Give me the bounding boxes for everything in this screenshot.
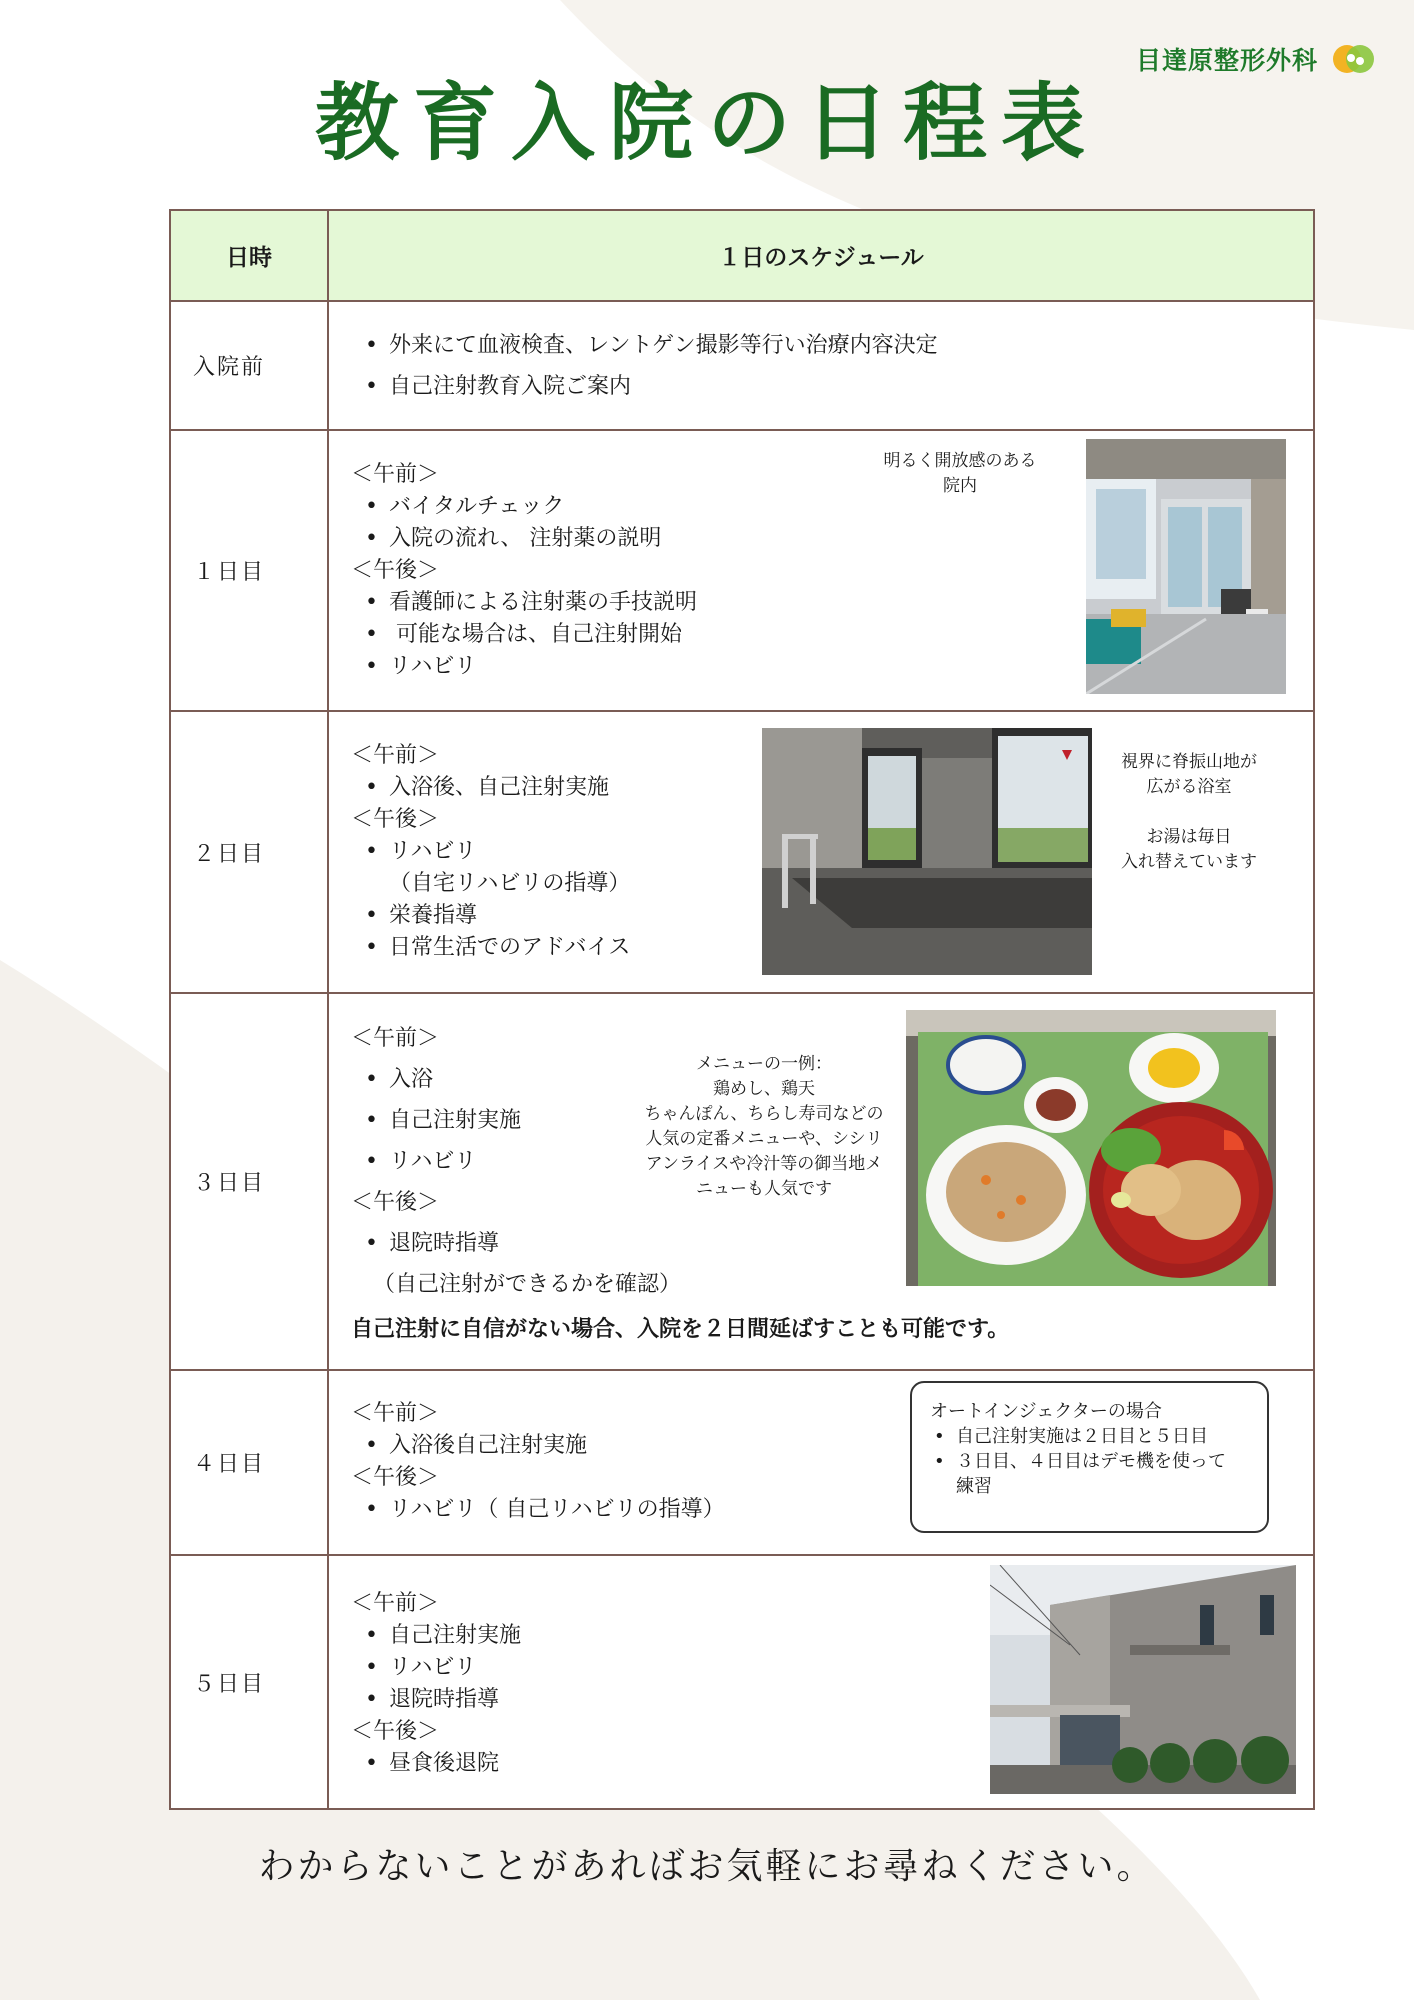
list-item: • 入院の流れ、 注射薬の説明 <box>351 523 697 555</box>
schedule-cell <box>328 301 1314 430</box>
caption-line: ちゃんぽん、ちらし寿司などの <box>644 1104 884 1124</box>
row-day-4 <box>170 1370 1314 1555</box>
row-day-5 <box>170 1555 1314 1809</box>
row-before-admission <box>170 301 1314 430</box>
table-header-row <box>170 210 1314 301</box>
list-item-note: （自宅リハビリの指導） <box>389 871 631 896</box>
session-label: ＜午後＞ <box>351 558 440 583</box>
list-item: • リハビリ（ 自己リハビリの指導） <box>351 1494 725 1526</box>
lobby-photo <box>1086 439 1286 694</box>
session-label: ＜午前＞ <box>351 743 440 768</box>
day-label: ５日目 <box>170 1555 328 1809</box>
list-item: • 自己注射実施 <box>351 1620 521 1652</box>
list-item: • 自己注射教育入院ご案内 <box>351 366 1313 407</box>
exterior-photo <box>990 1565 1296 1794</box>
session-label: ＜午前＞ <box>351 1591 440 1616</box>
row-day-1 <box>170 430 1314 711</box>
list-item: • リハビリ <box>351 836 630 868</box>
list-item: • 昼食後退院 <box>351 1748 521 1780</box>
header-schedule: １日のスケジュール <box>328 210 1314 301</box>
schedule-list <box>329 459 697 683</box>
list-item: • 退院時指導 <box>351 1684 521 1716</box>
row-day-2 <box>170 711 1314 993</box>
caption-line: ニューも人気です <box>696 1179 832 1199</box>
schedule-list <box>329 1398 725 1526</box>
schedule-list <box>329 1588 521 1780</box>
bath-caption <box>1104 750 1274 875</box>
day-label: ４日目 <box>170 1370 328 1555</box>
list-item: • 外来にて血液検査、レントゲン撮影等行い治療内容決定 <box>351 325 1313 366</box>
extension-note: 自己注射に自信がない場合、入院を２日間延ばすことも可能です。 <box>351 1317 1010 1342</box>
schedule-cell <box>328 1370 1314 1555</box>
auto-injector-item: • 自己注射実施は２日目と５日目 <box>930 1424 1249 1449</box>
session-label: ＜午前＞ <box>351 462 440 487</box>
day-label: １日目 <box>170 430 328 711</box>
header-day: 日時 <box>170 210 328 301</box>
list-item: • バイタルチェック <box>351 491 697 523</box>
session-label: ＜午後＞ <box>351 807 440 832</box>
caption-line: 視界に脊振山地が <box>1121 752 1257 772</box>
caption-line: 院内 <box>943 476 977 496</box>
session-label: ＜午前＞ <box>351 1401 440 1426</box>
auto-injector-title: オートインジェクターの場合 <box>930 1401 1162 1422</box>
schedule-cell <box>328 1555 1314 1809</box>
caption-line: 入れ替えています <box>1121 852 1257 872</box>
list-item: • 可能な場合は、自己注射開始 <box>351 619 697 651</box>
day-label: ２日目 <box>170 711 328 993</box>
list-item: • 入浴後自己注射実施 <box>351 1430 725 1462</box>
list-item: • 看護師による注射薬の手技説明 <box>351 587 697 619</box>
page-title: 教育入院の日程表 <box>314 74 1099 172</box>
caption-spacer <box>1104 800 1274 825</box>
meal-caption <box>629 1052 899 1202</box>
list-item-note: （自己注射ができるかを確認） <box>373 1272 682 1297</box>
caption-line: アンライスや冷汁等の御当地メ <box>645 1154 883 1174</box>
list-item: • 日常生活でのアドバイス <box>351 932 630 964</box>
session-label: ＜午後＞ <box>351 1719 440 1744</box>
list-item: • 自己注射実施 <box>351 1100 681 1141</box>
list-item: • 栄養指導 <box>351 900 630 932</box>
schedule-cell <box>328 711 1314 993</box>
caption-line: メニューの一例： <box>696 1054 832 1074</box>
schedule-list <box>329 325 1313 407</box>
session-label: ＜午後＞ <box>351 1465 440 1490</box>
session-label: ＜午後＞ <box>351 1190 440 1215</box>
list-item: • 入浴後、自己注射実施 <box>351 772 630 804</box>
meal-photo <box>906 1010 1276 1286</box>
auto-injector-item: • ３日目、４日目はデモ機を使って <box>930 1449 1249 1474</box>
list-item: • 退院時指導 <box>351 1223 681 1264</box>
day-label: ３日目 <box>170 993 328 1370</box>
list-item: • 入浴 <box>351 1059 681 1100</box>
row-day-3 <box>170 993 1314 1370</box>
list-item: • リハビリ <box>351 1652 521 1684</box>
schedule-cell <box>328 430 1314 711</box>
schedule-list <box>329 740 630 964</box>
caption-line: 広がる浴室 <box>1146 777 1232 797</box>
schedule-table <box>169 209 1315 1810</box>
auto-injector-item-cont: 練習 <box>956 1476 992 1497</box>
session-label: ＜午前＞ <box>351 1026 440 1051</box>
day-label: 入院前 <box>170 301 328 430</box>
list-item: • リハビリ <box>351 1141 681 1182</box>
footer-message: わからないことがあればお気軽にお尋ねください。 <box>258 1846 1156 1887</box>
caption-line: 明るく開放感のある <box>883 451 1037 471</box>
caption-line: 鶏めし、鶏天 <box>713 1079 815 1099</box>
caption-line: お湯は毎日 <box>1146 827 1232 847</box>
caption-line: 人気の定番メニューや、シシリ <box>645 1129 883 1149</box>
list-item: • リハビリ <box>351 651 697 683</box>
bath-photo <box>762 728 1092 975</box>
clinic-name: 目達原整形外科 <box>1135 46 1318 75</box>
lobby-caption <box>882 449 1038 499</box>
auto-injector-box <box>910 1381 1269 1533</box>
schedule-cell <box>328 993 1314 1370</box>
